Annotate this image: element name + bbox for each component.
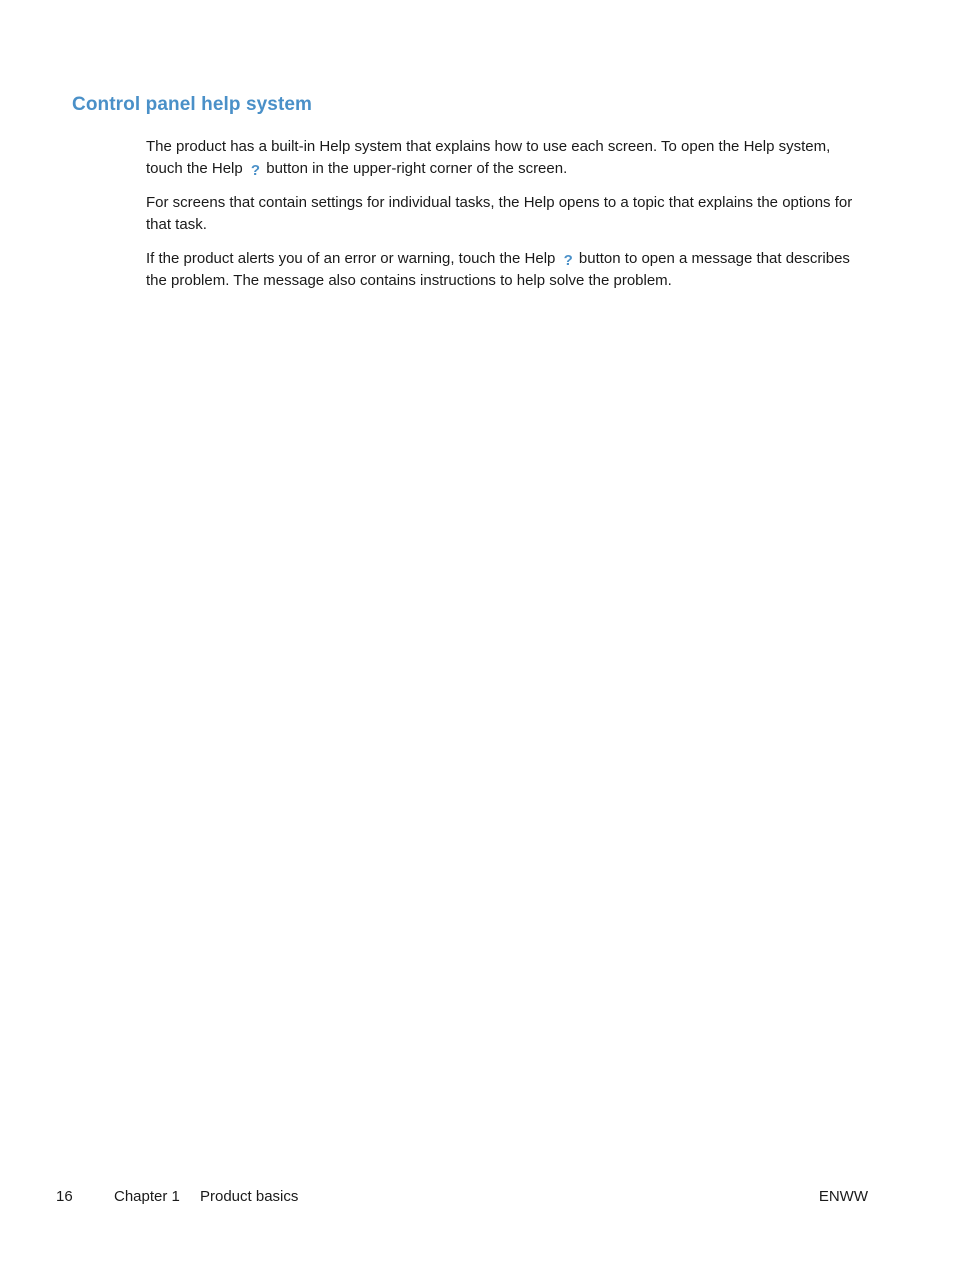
paragraph-help-intro [146, 136, 868, 179]
help-icon: ? [563, 252, 573, 269]
section-heading: Control panel help system [72, 94, 313, 115]
help-icon: ? [250, 161, 261, 179]
paragraph-text: If the product alerts you of an error or warning, touch the Help [146, 250, 560, 267]
paragraph-error-help [146, 248, 868, 291]
paragraph-text: button to open a message that describes the problem. The message also contains instructions to help solve the problem. [146, 250, 850, 289]
page-number: 16 [56, 1188, 73, 1205]
paragraph-task-settings: For screens that contain settings for individual tasks, the Help opens to a topic that explains the options for that task. [146, 194, 853, 233]
paragraph-text: The product has a built-in Help system that explains how to use each screen. To open the Help system, touch the Help [146, 138, 831, 177]
chapter-title: Product basics [200, 1188, 299, 1205]
locale-code: ENWW [818, 1188, 868, 1205]
chapter-label: Chapter 1 [114, 1188, 180, 1205]
section-body [146, 136, 868, 304]
paragraph-text: button in the upper-right corner of the screen. [262, 159, 568, 177]
